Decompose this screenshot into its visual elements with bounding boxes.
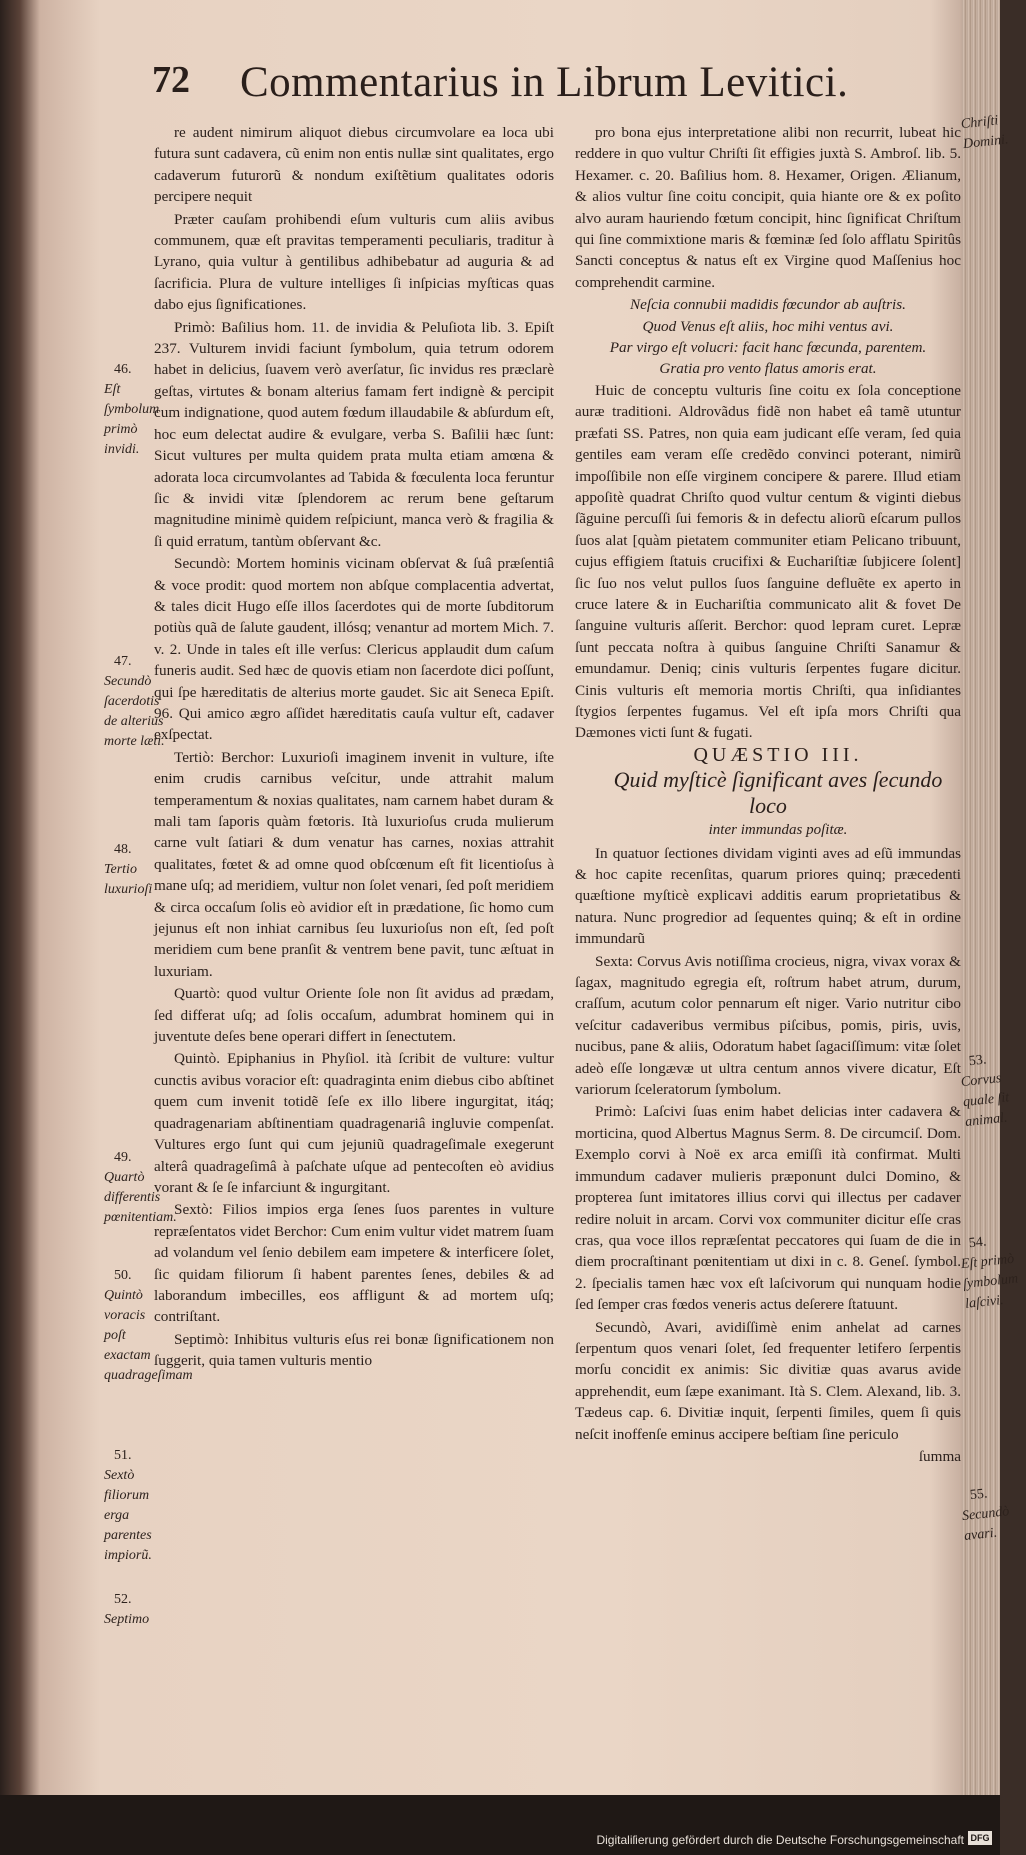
- margin-number: 50.: [114, 1268, 132, 1283]
- margin-note: [104, 1590, 166, 1630]
- right-column: [575, 122, 961, 1468]
- digitization-credit: Digitaliſierung gefördert durch die Deutsche Forschungsgemeinschaft: [596, 1833, 964, 1847]
- paragraph: re audent nimirum aliquot diebus circumvolare ea loca ubi futura sunt cadavera, cũ enim non entis nullæ sint qualitates, ergo cadaverum futurorũ & nondum exiſtẽtium qualitates odoris percipere nequit: [154, 124, 554, 206]
- paragraph: Secundò, Avari, avidiſſimè enim anhelat ad carnes ſerpentum quos venari ſolet, ſed frequenter letifero ſerpentis morſu concidit ex animis: Sic divitiæ quas avarus avide apprehendit, eum ſæpe exanimant. Ità S. Clem. Alexand, lib. 3. Tædeus cap. 6. Divitiæ inquit, ſerpenti ſimiles, quem ſi quis neſcit inoffenſe eminus accipere beſtiam ſine periculo: [575, 1318, 961, 1443]
- margin-note: [958, 1047, 1026, 1133]
- margin-text: Secundò ſacerdotis de alterius morte læti.: [104, 674, 165, 749]
- dfg-logo: DFG: [968, 1831, 992, 1845]
- margin-text: Septimo: [104, 1612, 150, 1627]
- verse-line: Par virgo eſt volucri: facit hanc fœcunda, parentem.: [609, 339, 927, 357]
- question-subtitle: inter immundas poſitæ.: [708, 822, 848, 839]
- margin-number: 52.: [114, 1592, 132, 1607]
- verse-line: Quod Venus eſt aliis, hoc mihi ventus avi.: [642, 317, 894, 335]
- question-label: QUÆSTIO III.: [693, 743, 863, 766]
- paragraph: Huic de conceptu vulturis ſine coitu ex ſola conceptione auræ traditioni. Aldrovãdus fidẽ non habet eâ tamẽ utuntur præfati SS. Patres, non quia eam judicant eſſe veram, ſed quia gentiles eam veram eſſe credẽdo convinci poterant, nimirũ impoſſibile non eſſe virginem concipere & parere. Illud etiam appoſitè quadrat Chriſto quod vultur centum & viginti diebus ſãguine percuſſi ſui femoris & in defectu aliorũ eſcarum pullos ſuos alat [quàm pietatem communiter etiam Pelicano tribuunt, cujus effigiem ſtatuis crucifixi & Euchariſtiæ ſubjicere ſolent] ſic ſuo nos velut pullos ſuos ſanguine defluẽte ex aperto in cruce latere & in Euchariſtia communicato alit & fovet De ſanguine vulturis aſſerit. Berchor: quod lepram curet. Lepræ ſunt peccata noſtra à quibus ſanguine Chriſti Sanamur & emundamur. Deniq; cinis vulturis ſerpentes fugare dicitur. Cinis vulturis eſt memoria mortis Chriſti, qua inſidiantes ſtygios ſerpentes fugamus. Vel eſt ipſa mors Chriſti qua Dæmones victi ſunt & fugati.: [575, 381, 961, 742]
- catchword: ſumma: [918, 1447, 961, 1465]
- margin-note: [958, 1229, 1026, 1315]
- margin-note: [104, 1148, 177, 1228]
- margin-number: 55.: [969, 1486, 989, 1504]
- margin-note: [959, 1481, 1025, 1547]
- verse-line: Gratia pro vento flatus amoris erat.: [659, 360, 877, 378]
- paragraph: Præter cauſam prohibendi eſum vulturis cum aliis avibus communem, quæ eſt pravitas temperamenti peculiaris, traditur à Lyrano, quia vultur à gentilibus adhibebatur ad auguria & ad ſacrificia. Plura de vulture intelliges ſi inſpicias myſticas quas dabo ejus ſignificationes.: [154, 210, 554, 314]
- margin-number: 49.: [114, 1150, 132, 1165]
- paragraph: Quartò: quod vultur Oriente ſole non ſit avidus ad prædam, ſed differat uſq; ad ſolis occaſum, adumbrat hominem qui in juventute deſes bene operari differt in ſenectutem.: [154, 985, 554, 1046]
- page-header: [152, 58, 849, 120]
- running-title: Commentarius in Librum Levitici.: [240, 59, 849, 106]
- margin-text: Secundò avari.: [961, 1504, 1011, 1544]
- margin-text: Tertio luxurioſi: [104, 862, 153, 897]
- margin-text: Chriſti Domini.: [960, 113, 1010, 153]
- margin-note: [104, 840, 166, 900]
- question-title: Quid myſticè ſignificant aves ſecundo loco: [613, 767, 943, 819]
- margin-note: [104, 360, 166, 460]
- paragraph: pro bona ejus interpretatione alibi non recurrit, lubeat hic reddere in quo vultur Chriſti ſit effigies juxtà S. Ambroſ. lib. 5. Hexamer. c. 20. Baſilius hom. 8. Hexamer, Origen. Ælianum, & alios vultur ſine coitu concipit, quia hiante ore & ex poſito alvo auram hauriendo fœtum concipit, hinc ſignificat Chriſtum qui ſine commixtione maris & fœminæ ſed ſolo afflatu Spiritûs Sancti conceptus & natus eſt ex Virgine quod Maſſenius hoc comprehendit carmine.: [575, 124, 961, 291]
- margin-number: 51.: [114, 1448, 132, 1463]
- margin-text: Corvus quale ſit animal.: [960, 1071, 1010, 1130]
- page-number: 72: [152, 59, 190, 101]
- margin-note: [104, 1266, 193, 1386]
- paragraph: Septimò: Inhibitus vulturis eſus rei bonæ ſignificationem non ſuggerit, quia tamen vulturis mentio: [154, 1330, 554, 1370]
- footer-bar: [0, 1795, 1000, 1855]
- margin-text: Sextò filiorum erga parentes impiorũ.: [104, 1468, 152, 1563]
- margin-text: Quintò voracis poſt exactam quadrageſimam: [104, 1288, 193, 1383]
- book-page: [22, 0, 1019, 1795]
- paragraph: Secundò: Mortem hominis vicinam obſervat & ſuâ præſentiâ & voce prodit: quod mortem non abſque complacentia advertat, & tales dicit Hugo eſſe illos ſacerdotes qui de morte ſubditorum potiùs quã de ſalute gaudent, illósq; venantur ad mortem Mich. 7. v. 2. Unde in tales eſt ille verſus: Clericus applaudit dum caſum funeris audit. Sed hæc de quovis etiam non ſacerdote dici poſſunt, qui ſpe hæreditatis de alterius morte gaudet. Sic ait Seneca Epiſt. 96. Qui amico ægro aſſidet hæreditatis cauſa vultur eſt, cadaver exſpectat.: [154, 555, 554, 744]
- margin-number: 47.: [114, 654, 132, 669]
- margin-text: Eſt ſymbolum primò invidi.: [104, 382, 160, 457]
- margin-number: 46.: [114, 362, 132, 377]
- paragraph: Primò: Laſcivi ſuas enim habet delicias inter cadavera & morticina, quod Albertus Magnus Serm. 8. De circumciſ. Dom. Exemplo corvi à Noë ex arca emiſſi ità confirmat. Multi immundum cadaver mulieris præponunt dulci Domino, & propterea ſunt imitatores illius corvi qui illectus per cadaver redire noluit in arcam. Corvi vox communiter dicitur eſſe cras cras, qua voce illos repræſentat peccatores qui ſuam de die in diem procraſtinant pœnitentiam ut dixi in c. 8. Geneſ. ſymbol. 2. ſpecialis tamen hæc vox eſt laſcivorum qui nunquam hodie ſed ſemper cras fœdos veneris actus deſerere ſtatuunt.: [575, 1103, 961, 1314]
- margin-note: [960, 109, 1024, 155]
- margin-note: [104, 1446, 166, 1566]
- paragraph: In quatuor ſectiones dividam viginti aves ad eſũ immundas & hoc capite recenſitas, quarum priores quinq; præcedenti quæſtione myſticè explicavi additis earum proprietatibus & natura. Nunc progredior ad ſequentes quinq; & eſt in ordine immundarũ: [575, 844, 961, 948]
- paragraph: Sextò: Filios impios erga ſenes ſuos parentes in vulture repræſentatos videt Berchor: Cum enim vultur videt matrem ſuam ad volandum vel ſenio debilem eam impetere & interficere ſolet, ſic quidam filiorum ſi habent parentes ſenes, debiles & ad laborandum imbecilles, eos affligunt & ad mortem uſq; contriſtant.: [154, 1201, 554, 1326]
- margin-number: 54.: [968, 1234, 988, 1252]
- margin-text: Quartò differentis pœnitentiam.: [104, 1170, 177, 1225]
- paragraph: Quintò. Epiphanius in Phyſiol. ità ſcribit de vulture: vultur cunctis avibus voracior eſt: quadraginta enim diebus cibo abſtinet quem cum invenit totidẽ ſeſe ex illo libere ingurgitat, itáq; quadragenariam abſtinentiam quadragenariâ ingluvie compenſat. Vultures ergo ſunt qui cum jejuniũ quadrageſimale exegerunt alterâ quadrageſimâ à paſchate uſque ad pentecoſten eò avidius vorant & ſe ſe infarciunt & ingurgitant.: [154, 1050, 554, 1196]
- margin-number: 48.: [114, 842, 132, 857]
- paragraph: Primò: Baſilius hom. 11. de invidia & Peluſiota lib. 3. Epiſt 237. Vulturem invidi faciunt ſymbolum, quia tetrum odorem habet in delicius, ſuavem verò averſatur, ſic invidus res præclarè geſtas, virtutes & bonam alterius famam fert indignè & percipit cum indignatione, quod autem fœdum illaudabile & abſurdum eſt, hoc eum delectat audire & evulgare, verba S. Baſilii hæc ſunt: Sicut vultures per multa quidem prata multa etiam amœna & adorata loca circumvolantes ad Tabida & fœculenta loca feruntur ſic & invidi vitæ ſplendorem ac rerum bene geſtarum magnitudine minimè quidem reſpiciunt, manca verò & fragilia & ſi quid erratum, tantùm obſervant &c.: [154, 318, 554, 550]
- left-column: [154, 122, 554, 1373]
- paragraph: Tertiò: Berchor: Luxurioſi imaginem invenit in vulture, iſte enim crudis carnibus veſcitur, unde attrahit malum temperamentum & noxias qualitates, nam carnem habet duram & mali tam ſaporis quàm fœtoris. Ità luxurioſus cruda mulierum carne vult ſatiari & dum venatur has carnes, noxias attrahit qualitates, fœtet & ad omne quod obſcœnum eſt fit licentioſus à mane uſq; ad meridiem, vultur non ſolet venari, ſed poſt meridiem & circa occaſum ſolis eò avidior eſt in prædatione, ſic homo cum jejunus eſt non inhiat carnibus ſeu luxurioſus non eſt, ſed poſt meridiem cum bene pranſit & ventrem bene pavit, tunc æſtuat in luxuriam.: [154, 748, 554, 980]
- margin-number: 53.: [968, 1052, 988, 1070]
- paragraph: Sexta: Corvus Avis notiſſima crocieus, nigra, vivax vorax & ſagax, magnitudo egregia eſt, roſtrum habet atrum, durum, craſſum, acutum color pennarum eſt niger. Vario nutritur cibo veſcitur cadaveribus vermibus piſcibus, pomis, piris, uvis, nucibus, pane & aliis, Odoratum habet ſagaciſſimum: vitæ ſolet adeò eſſe longævæ ut ultra centum annos vivere dicatur, Eſt variorum ſceleratorum ſymbolum.: [575, 952, 961, 1099]
- margin-text: Eſt primò ſymbolum laſcivi.: [960, 1251, 1019, 1312]
- verse-line: Neſcia connubii madidis fœcundor ab auſtris.: [630, 296, 906, 314]
- margin-note: [104, 652, 166, 752]
- page-edge: [962, 0, 1000, 1855]
